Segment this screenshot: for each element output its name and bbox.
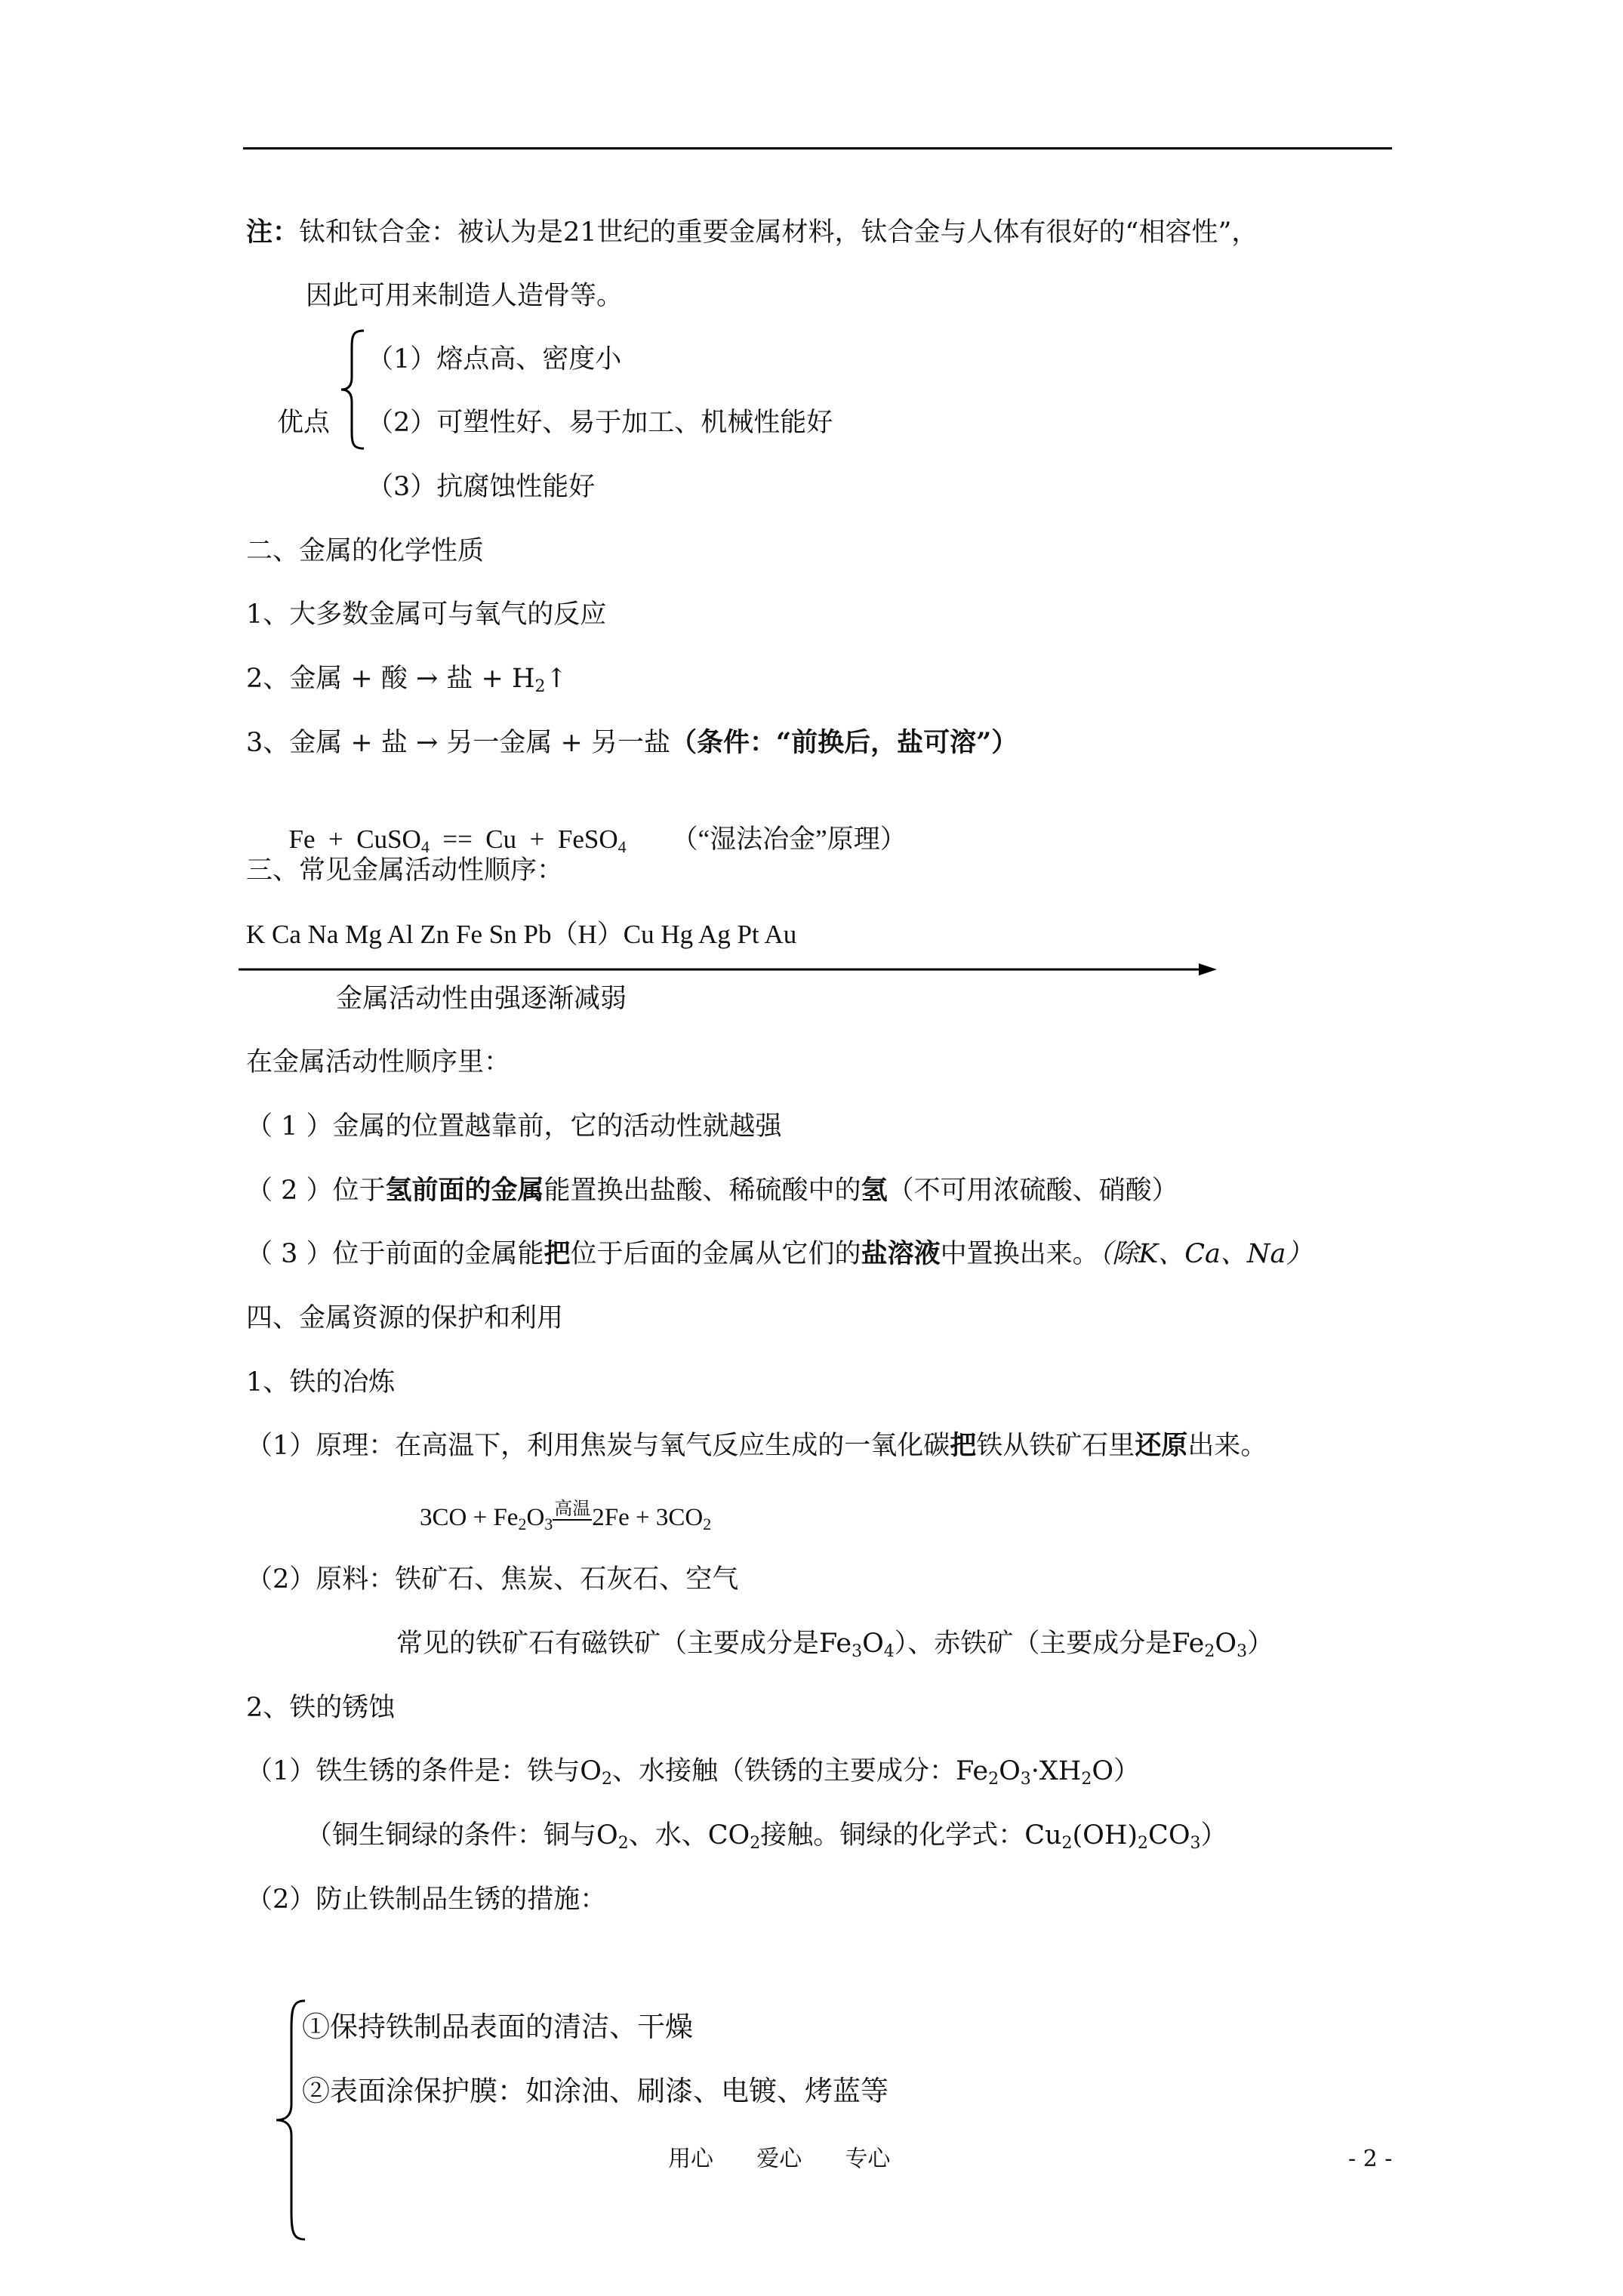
activity-rule-2: （ 2 ）位于氢前面的金属能置换出盐酸、稀硫酸中的氢（不可用浓硫酸、硝酸）: [246, 1175, 1178, 1206]
section2-title: 二、金属的化学性质: [246, 536, 485, 566]
smelting-principle: （1）原理：在高温下，利用焦炭与氧气反应生成的一氧化碳把铁从铁矿石里还原出来。: [246, 1430, 1267, 1461]
advantage-item-1: （1）熔点高、密度小: [367, 344, 622, 374]
section2-item-1: 1、大多数金属可与氧气的反应: [246, 599, 607, 630]
section2-item-2: 2、金属 + 酸 → 盐 + $H_2↑$: [246, 664, 568, 696]
advantages-label: 优点: [277, 408, 331, 438]
high-temp-condition: 高温: [554, 1499, 591, 1519]
section2-item-3: 3、金属 + 盐 → 另一金属 + 另一盐（条件：“前换后，盐可溶”）: [246, 727, 1018, 758]
advantages-brace: [338, 329, 368, 450]
smelting-equation: $3CO + Fe_2O_3$高温$2Fe + 3CO_2$: [420, 1499, 712, 1533]
measure-2: ②表面涂保护膜：如涂油、刷漆、电镀、烤蓝等: [302, 2075, 888, 2107]
advantage-item-3: （3）抗腐蚀性能好: [367, 472, 596, 502]
activity-rule-3: （ 3 ）位于前面的金属能把位于后面的金属从它们的盐溶液中置换出来。（除K、Ca、Na）: [246, 1238, 1313, 1269]
section4-title: 四、金属资源的保护和利用: [246, 1303, 564, 1333]
up-arrow-icon: ↑: [545, 664, 568, 694]
footer-motto: 用心 爱心 专心: [668, 2146, 891, 2172]
iron-ores: 常见的铁矿石有磁铁矿（主要成分是$Fe_3O_4$）、赤铁矿（主要成分是$Fe_2O_3$）: [396, 1629, 1274, 1661]
activity-arrow: [239, 960, 1220, 978]
item3-condition: （条件：“前换后，盐可溶”）: [670, 727, 1018, 758]
section3-intro: 在金属活动性顺序里：: [246, 1047, 511, 1077]
page-number: - 2 -: [1348, 2146, 1393, 2172]
prevention-title: （2）防止铁制品生锈的措施：: [246, 1885, 607, 1915]
smelting-title: 1、铁的冶炼: [246, 1367, 396, 1398]
activity-arrow-label: 金属活动性由强逐渐减弱: [336, 984, 627, 1014]
note-label: 注：: [246, 217, 300, 248]
rust-conditions: （1）铁生锈的条件是：铁与$O_2$、水接触（铁锈的主要成分：$Fe_2O_3\cdot XH_2O$）: [246, 1756, 1141, 1789]
note-line: [246, 216, 1258, 249]
advantage-item-2: （2）可塑性好、易于加工、机械性能好: [367, 408, 833, 438]
activity-series: K Ca Na Mg Al Zn Fe Sn Pb（H）Cu Hg Ag Pt Au: [246, 920, 797, 949]
section3-title: 三、常见金属活动性顺序：: [246, 855, 564, 886]
raw-materials: （2）原料：铁矿石、焦炭、石灰石、空气: [246, 1564, 739, 1595]
measure-1: ①保持铁制品表面的清洁、干燥: [302, 2011, 693, 2043]
rust-title: 2、铁的锈蚀: [246, 1693, 396, 1723]
header-rule: [243, 147, 1392, 149]
copper-patina: （铜生铜绿的条件：铜与$O_2$、水、$CO_2$接触。铜绿的化学式：$Cu_2(OH)_2CO_3$）: [306, 1820, 1227, 1853]
wet-metallurgy-equation: Fe + CuSO$_4$ == Cu + FeSO$_4$ （“湿法冶金”原理）: [288, 824, 907, 856]
note-line-2: 因此可用来制造人造骨等。: [306, 281, 624, 311]
activity-rule-1: （ 1 ）金属的位置越靠前，它的活动性就越强: [246, 1111, 782, 1142]
note-text: 钛和钛合金：被认为是21世纪的重要金属材料，钛合金与人体有很好的“相容性”，: [299, 217, 1258, 248]
